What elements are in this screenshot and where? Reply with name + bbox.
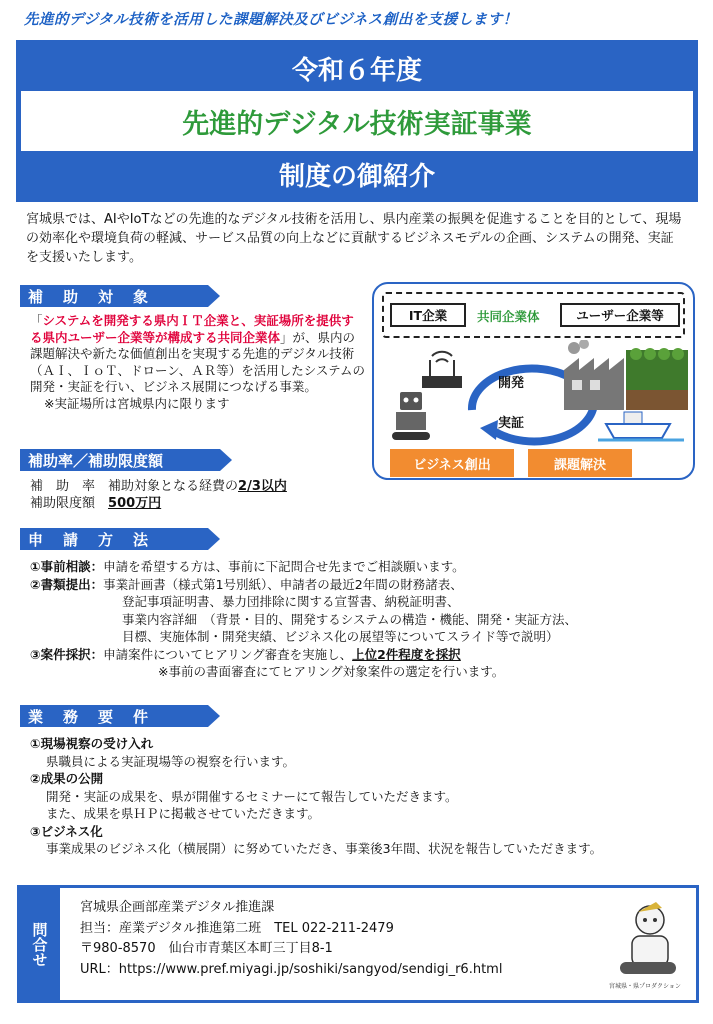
business-creation-box: ビジネス創出 xyxy=(390,449,514,477)
field-icon xyxy=(626,348,688,410)
section-target: 補助対象 xyxy=(20,285,208,307)
factory-icon xyxy=(564,340,624,410)
apply-step-2: ②書類提出： 事業計画書（様式第1号別紙）、申請者の最近2年間の財務諸表、 xyxy=(30,576,463,592)
router-icon xyxy=(422,352,462,388)
consortium-label: 共同企業体 xyxy=(477,309,540,324)
contact-body xyxy=(80,898,502,980)
rate-row: 補 助 率 補助対象となる経費の2/3以内 xyxy=(30,479,287,494)
contact-person: 担当：産業デジタル推進第二班 TEL 022-211-2479 xyxy=(80,920,394,936)
intro-text: 宮城県では、AIやIoTなどの先進的なデジタル技術を活用し、県内産業の振興を促進することを目的として、現場の効率化や環境負荷の軽減、サービス品質の向上などに貢献するビジネスモデルの企画、システムの開発、実証を支援いたします。 xyxy=(26,212,682,265)
robot-icon xyxy=(392,392,430,440)
scheme-diagram xyxy=(372,282,695,480)
consortium-box xyxy=(382,292,685,338)
apply-step-3: ③案件採択： 申請案件についてヒアリング審査を実施し、 上位2件程度を採択 xyxy=(30,646,461,662)
apply-step-1: ①事前相談： 申請を希望する方は、事前に下記問合せ先までご相談願います。 xyxy=(30,559,465,574)
duty-1-head: ①現場視察の受け入れ xyxy=(30,736,154,751)
contact-address: 〒980-8570 仙台市青葉区本町三丁目8-1 xyxy=(80,941,333,956)
develop-label: 開発 xyxy=(498,376,525,391)
it-company-box: IT企業 xyxy=(390,303,466,327)
problem-solving-box: 課題解決 xyxy=(528,449,632,477)
ship-icon xyxy=(598,412,684,440)
tagline: 先進的デジタル技術を活用した課題解決及びビジネス創出を支援します！ xyxy=(24,12,518,28)
section-rate: 補助率／補助限度額 xyxy=(20,449,220,471)
contact-url[interactable]: URL：https://www.pref.miyagi.jp/soshiki/sangyod/sendigi_r6.html xyxy=(80,961,503,977)
section-apply: 申請方法 xyxy=(20,528,208,550)
verify-label: 実証 xyxy=(498,416,525,431)
duties-block: ①現場視察の受け入れ 県職員による実証現場等の視察を行います。 ②成果の公開 開発・実証の成果を、県が開催するセミナーにて報告していただきます。 また、成果を県ＨＰに掲載させていただきます。 ③ビジネス化 事業成果のビジネス化（横展開）に努めていただき、事業後3年間、状況を報告していただきます。 xyxy=(30,735,695,858)
user-company-box: ユーザー企業等 xyxy=(560,303,680,327)
rate-block xyxy=(30,478,287,512)
apply-note: ※事前の書面審査にてヒアリング対象案件の選定を行います。 xyxy=(158,664,505,679)
duty-2-head: ②成果の公開 xyxy=(30,771,104,786)
svg-text:宮城県・県プロダクション: 宮城県・県プロダクション xyxy=(609,983,681,990)
title-box xyxy=(16,40,698,202)
contact-tab: 問合せ xyxy=(20,888,60,1000)
title-main: 先進的デジタル技術実証事業 xyxy=(182,108,532,140)
mascot-icon xyxy=(604,898,686,994)
limit-row: 補助限度額 500万円 xyxy=(30,496,162,511)
target-emphasis: システムを開発する県内ＩＴ企業と、実証場所を提供する県内ユーザー企業等が構成する共同企業体 xyxy=(30,313,354,345)
duty-3-head: ③ビジネス化 xyxy=(30,823,103,839)
contact-box xyxy=(17,885,699,1003)
apply-block: ①事前相談： 申請を希望する方は、事前に下記問合せ先までご相談願います。 ②書類提出： 事業計画書（様式第1号別紙）、申請者の最近2年間の財務諸表、 登記事項証明書、暴力団排除に関する宣誓書、納税証明書、 事業内容詳細 （背景・目的、開発するシステムの構造・機能、開発・実証方法、 目標、実施体制・開発実績、ビジネス化の展望等についてスライド等で説明） ③案件採択： 申請案件についてヒアリング審査を実施し、 上位2件程度を採択 ※事前の書面審査にてヒアリング対象案件の選定を行います。 xyxy=(30,558,700,681)
target-text: 「システムを開発する県内ＩＴ企業と、実証場所を提供する県内ユーザー企業等が構成する共同企業体」が、県内の課題解決や新たな価値創出を実現する先進的デジタル技術（ＡＩ、ＩｏＴ、ドローン、ＡＲ等）を活用したシステムの開発・実証を行い、ビジネス展開につなげる事業。 ※実証場所は宮城県内に限ります xyxy=(30,313,366,411)
diagram-illustration xyxy=(374,340,693,450)
section-duties: 業務要件 xyxy=(20,705,208,727)
contact-dept: 宮城県企画部産業デジタル推進課 xyxy=(80,900,275,915)
title-sub: 制度の御紹介 xyxy=(21,151,693,197)
target-note: ※実証場所は宮城県内に限ります xyxy=(44,395,230,411)
title-year: 令和６年度 xyxy=(21,45,693,91)
